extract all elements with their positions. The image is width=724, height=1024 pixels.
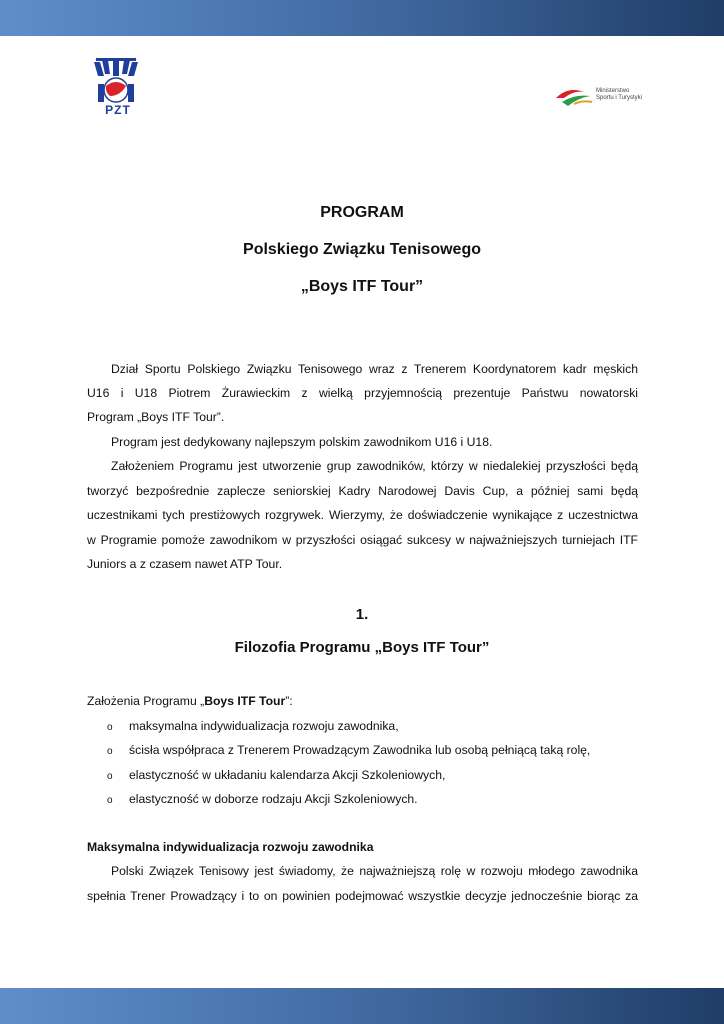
section-heading: Filozofia Programu „Boys ITF Tour” [234, 639, 490, 656]
intro-paragraph-3-line-2: tworzyć bezpośrednie zaplecze seniorskiej Kadry Narodowej Davis Cup, a później sami będą [87, 484, 638, 498]
list-item-text: ścisła współpraca z Trenerem Prowadzącym Zawodnika lub osobą pełniącą taką rolę, [129, 743, 591, 757]
bottom-decorative-band [0, 988, 724, 1024]
bullet-marker: o [107, 795, 113, 806]
intro-paragraph-1-line-3: Program „Boys ITF Tour”. [87, 410, 225, 424]
ministry-name-line1: Ministerstwo [596, 88, 630, 94]
list-item-text: elastyczność w układaniu kalendarza Akcji Szkoleniowych, [129, 768, 446, 782]
document-subtitle: Polskiego Związku Tenisowego [243, 241, 481, 258]
intro-paragraph-3-line-5: Juniors a z czasem nawet ATP Tour. [87, 557, 283, 571]
bullet-marker: o [107, 722, 113, 733]
intro-paragraph-1-line-2: U16 i U18 Piotrem Żurawieckim z wielką przyjemnością prezentuje Państwu nowatorski [87, 386, 638, 400]
intro-paragraph-1-line-1: Dział Sportu Polskiego Związku Tenisowego wraz z Trenerem Koordynatorem kadr męskich [111, 362, 638, 376]
top-decorative-band [0, 0, 724, 36]
assumptions-program-name: Boys ITF Tour [204, 694, 286, 708]
intro-paragraph-3-line-3: uczestnikami tych prestiżowych rozgrywek. Wierzymy, że doświadczenie wynikające z uczestnictwa [87, 508, 638, 522]
intro-paragraph-3-line-4: w Programie pomoże zawodnikom w przyszłości osiągać sukcesy w najważniejszych turniejach ITF [87, 533, 638, 547]
list-item [107, 787, 418, 813]
ministry-swoosh-icon [554, 84, 594, 108]
bullet-marker: o [107, 746, 113, 757]
subsection-paragraph-line-2: spełnia Trener Prowadzący i to on powinien podejmować wszystkie decyzje jednocześnie biorąc za [87, 889, 638, 903]
assumptions-prefix: Założenia Programu „ [87, 694, 205, 708]
ministry-logo [554, 80, 654, 110]
subsection-heading: Maksymalna indywidualizacja rozwoju zawodnika [87, 840, 374, 854]
document-title: PROGRAM [320, 204, 404, 221]
program-name-title: „Boys ITF Tour” [300, 278, 424, 295]
section-number: 1. [355, 606, 369, 623]
assumptions-suffix: ”: [285, 694, 293, 708]
pzt-logo-text: PZT [105, 103, 131, 117]
list-item [107, 738, 590, 764]
list-item-text: maksymalna indywidualizacja rozwoju zawodnika, [129, 719, 399, 733]
intro-paragraph-2: Program jest dedykowany najlepszym polskim zawodnikom U16 i U18. [111, 435, 493, 449]
list-item [107, 714, 399, 740]
list-item-text: elastyczność w doborze rodzaju Akcji Szkoleniowych. [129, 792, 418, 806]
subsection-paragraph-line-1: Polski Związek Tenisowy jest świadomy, że najważniejszą rolę w rozwoju młodego zawodnika [111, 864, 638, 878]
list-item [107, 763, 445, 789]
intro-paragraph-3-line-1: Założeniem Programu jest utworzenie grup zawodników, którzy w niedalekiej przyszłości będą [111, 459, 638, 473]
bullet-marker: o [107, 771, 113, 782]
ministry-name-line2: Sportu i Turystyki [596, 95, 643, 101]
assumptions-intro [87, 689, 638, 713]
